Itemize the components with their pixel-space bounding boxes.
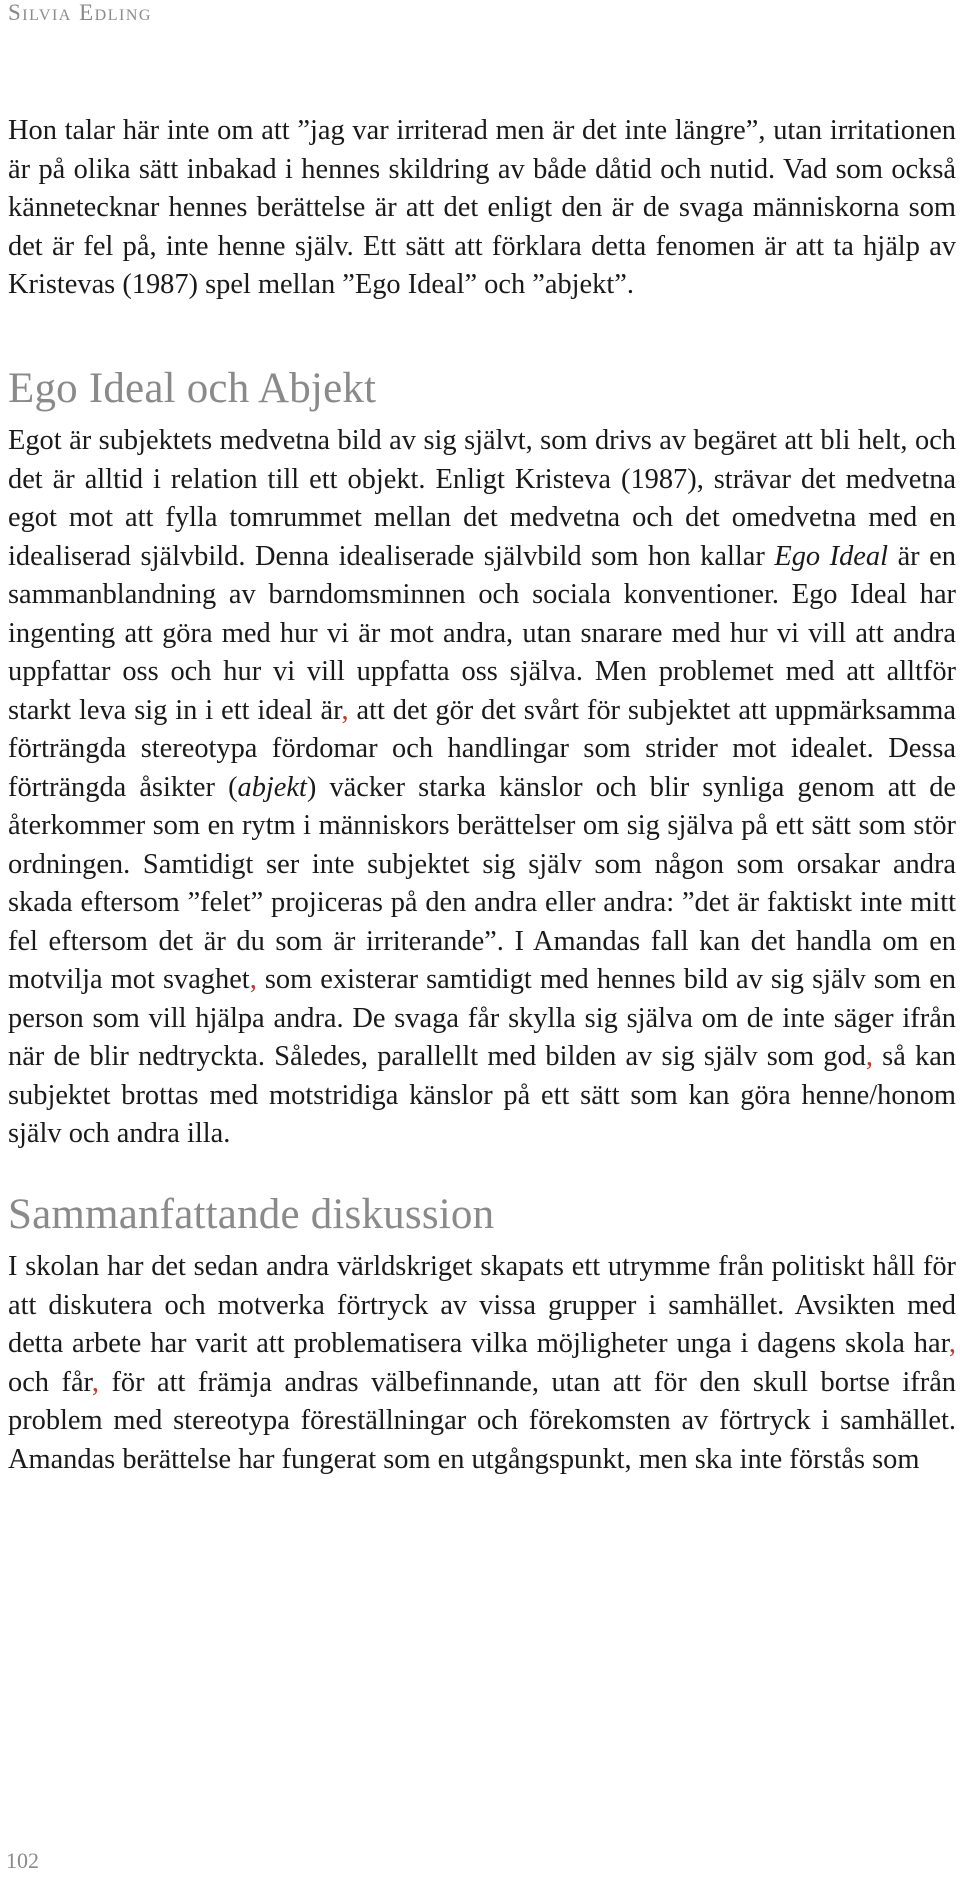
- text-run: ) väcker starka känslor och blir synliga genom att de återkommer som en rytm i människors berättelser om sig själva på ett sätt som stör ordningen. Samtidigt ser inte subjektet sig själv som någon som orsakar andra skada eftersom ”felet” projiceras på den andra eller andra: ”det är faktiskt inte mitt fel eftersom det är du som är irriterande”. I Amandas fall kan det handla om en motvilja mot svaghet: [8, 771, 956, 995]
- red-comma: ,: [948, 1328, 956, 1359]
- section-body-ego-ideal: [8, 422, 956, 1154]
- text-run: att det gör det svårt för subjektet att uppmärksamma förträngda stereotypa fördomar och handlingar som strider mot idealet. Dessa förträngda åsikter (: [8, 694, 956, 803]
- section-heading-ego-ideal: Ego Ideal och Abjekt: [8, 365, 377, 412]
- emphasis-ego-ideal: Ego Ideal: [774, 540, 888, 572]
- section-heading-sammanfattande: Sammanfattande diskussion: [8, 1191, 495, 1238]
- page-number: 102: [6, 1848, 39, 1873]
- text-run: I skolan har det sedan andra världskriget skapats ett utrymme från politiskt håll för att diskutera och motverka förtryck av vissa grupper i samhället. Avsikten med detta arbete har varit att problematisera vilka möjligheter unga i dagens skola har: [8, 1251, 956, 1359]
- text-run: är en sammanblandning av barndomsminnen och sociala konventioner. Ego Ideal har ingenting att göra med hur vi är mot andra, utan snarare med hur vi vill att andra uppfattar oss och hur vi vill uppfatta oss själva. Men problemet med att alltför starkt leva sig in i ett ideal är: [8, 540, 956, 726]
- intro-paragraph: [8, 112, 956, 305]
- red-comma: ,: [865, 1041, 873, 1072]
- section-body-sammanfattande: [8, 1248, 956, 1479]
- intro-text: Hon talar här inte om att ”jag var irriterad men är det inte längre”, utan irritationen är på olika sätt inbakad i hennes skildring av både dåtid och nutid. Vad som också kännetecknar hennes berättelse är att det enligt den är de svaga människorna som det är fel på, inte henne själv. Ett sätt att förklara detta fenomen är att ta hjälp av Kristevas (1987) spel mellan ”Ego Ideal” och ”abjekt”.: [8, 115, 956, 300]
- red-comma: ,: [341, 694, 349, 726]
- red-comma: ,: [91, 1366, 99, 1398]
- paragraph-ego-ideal: [8, 422, 956, 1154]
- red-comma: ,: [249, 964, 257, 995]
- text-run: som existerar samtidigt med hennes bild av sig själv som en person som vill hjälpa andra. De svaga får skylla sig själva om de inte säger ifrån när de blir nedtryckta. Således, parallellt med bilden av sig själv som god: [8, 964, 956, 1072]
- text-run: så kan subjektet brottas med motstridiga känslor på ett sätt som kan göra henne/honom själv och andra illa.: [8, 1041, 956, 1149]
- paragraph-sammanfattande: [8, 1248, 956, 1479]
- emphasis-abjekt: abjekt: [237, 771, 307, 803]
- text-run: för att främja andras välbefinnande, utan att för den skull bortse ifrån problem med stereotypa föreställningar och förekomsten av förtryck i samhället. Amandas berättelse har fungerat som en utgångspunkt, men ska inte förstås som: [8, 1366, 956, 1475]
- text-run: Egot är subjektets medvetna bild av sig självt, som drivs av begäret att bli helt, och det är alltid i relation till ett objekt. Enligt Kristeva (1987), strävar det medvetna egot mot att fylla tomrummet mellan det medvetna och det omedvetna med en idealiserad självbild. Denna idealiserade självbild som hon kallar: [8, 425, 956, 572]
- running-head: Silvia Edling: [8, 0, 152, 25]
- text-run: och får: [8, 1366, 92, 1398]
